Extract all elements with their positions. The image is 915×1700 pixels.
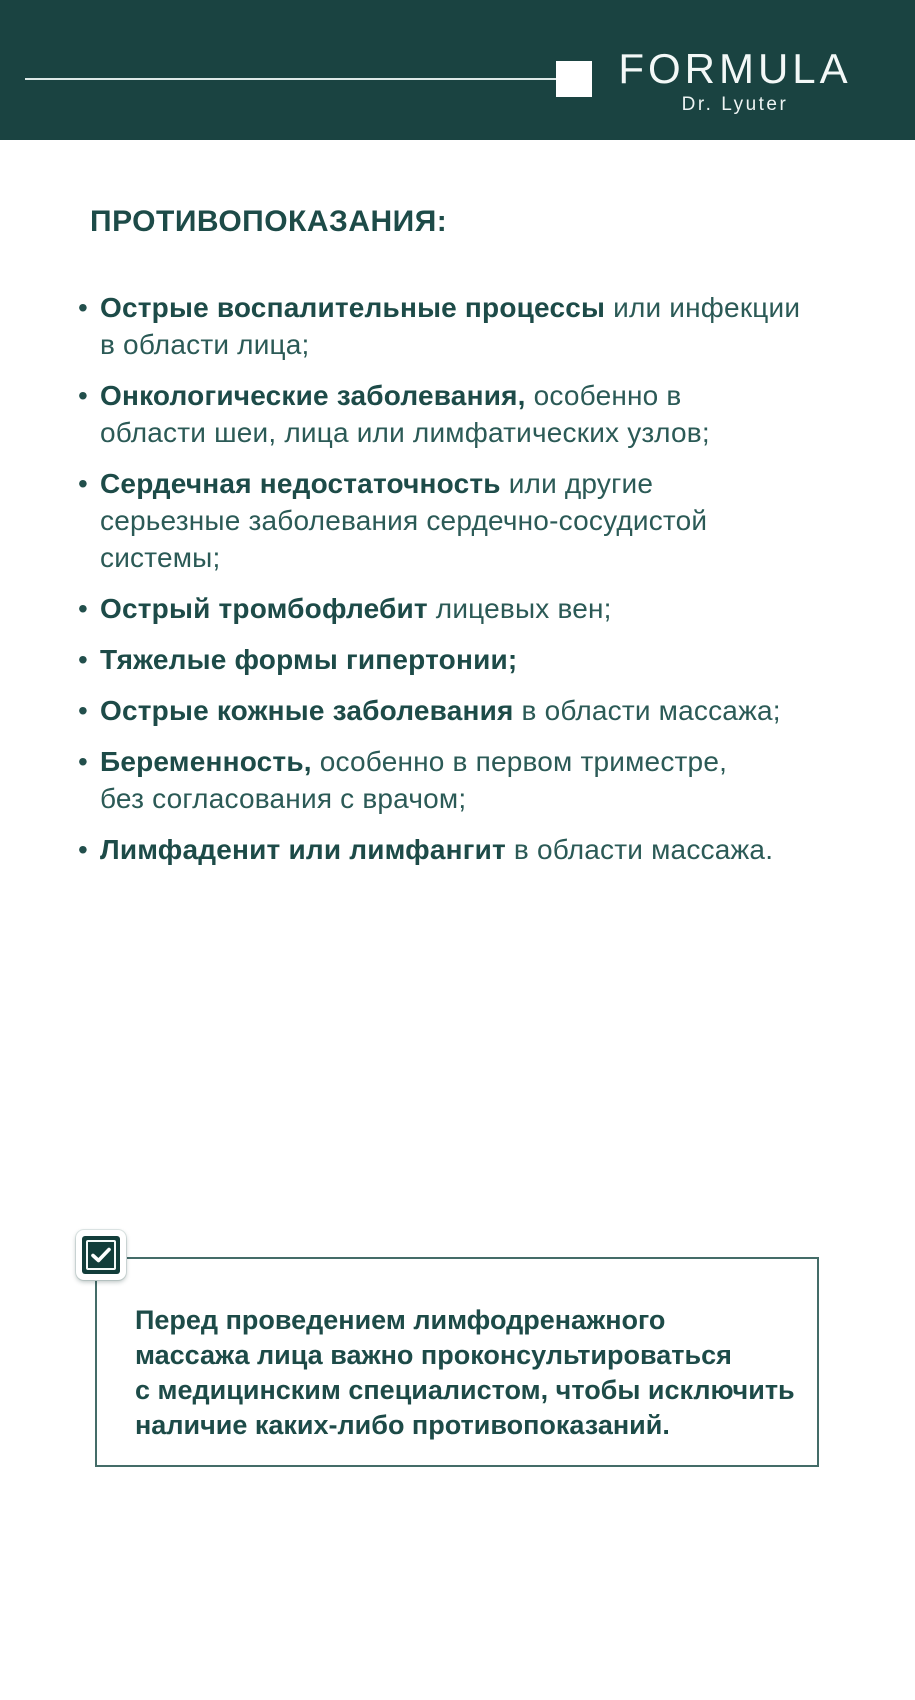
item-line: области шеи, лица или лимфатических узлов; (100, 417, 710, 448)
bullet-icon: • (78, 380, 88, 411)
item-term: Онкологические заболевания, (100, 380, 526, 411)
item-term: Тяжелые формы гипертонии; (100, 644, 518, 675)
list-item (78, 831, 868, 868)
item-rest: или другие (500, 468, 654, 499)
header-rule-line (25, 78, 556, 80)
bullet-icon: • (78, 468, 88, 499)
list-item-text (100, 641, 517, 678)
bullet-icon: • (78, 834, 88, 865)
contraindications-list (78, 289, 868, 882)
brand-logo (608, 46, 862, 116)
item-line: без согласования с врачом; (100, 783, 467, 814)
bullet-icon: • (78, 695, 88, 726)
item-line (100, 590, 612, 627)
note-line: с медицинским специалистом, чтобы исключить (135, 1375, 795, 1405)
item-line (100, 641, 517, 678)
item-rest: лицевых вен; (427, 593, 612, 624)
item-rest: в области массажа. (505, 834, 774, 865)
note-line: наличие каких-либо противопоказаний. (135, 1410, 670, 1440)
list-item-text (100, 377, 710, 451)
note-text (135, 1303, 795, 1443)
item-term: Лимфаденит или лимфангит (100, 834, 506, 865)
checkbox-checked-icon (76, 1230, 126, 1280)
list-item-text (100, 590, 612, 627)
bullet-icon: • (78, 644, 88, 675)
list-item (78, 377, 868, 451)
list-item (78, 289, 868, 363)
list-item (78, 692, 868, 729)
checkbox-fill (82, 1236, 120, 1274)
item-term: Острый тромбофлебит (100, 593, 428, 624)
item-term: Беременность, (100, 746, 312, 777)
item-line: серьезные заболевания сердечно-сосудистой (100, 505, 708, 536)
list-item (78, 465, 868, 576)
consultation-note-box (95, 1257, 819, 1467)
item-line (100, 465, 707, 502)
item-line (100, 377, 710, 414)
item-line (100, 289, 800, 326)
list-item-text (100, 465, 707, 576)
item-line: в области лица; (100, 329, 310, 360)
brand-name: FORMULA (618, 45, 852, 92)
item-rest: особенно в (525, 380, 682, 411)
list-item-text (100, 289, 800, 363)
bullet-icon: • (78, 292, 88, 323)
note-line: массажа лица важно проконсультироваться (135, 1340, 732, 1370)
item-term: Острые кожные заболевания (100, 695, 514, 726)
item-term: Сердечная недостаточность (100, 468, 501, 499)
item-rest: или инфекции (605, 292, 801, 323)
list-item (78, 743, 868, 817)
item-rest: в области массажа; (513, 695, 781, 726)
bullet-icon: • (78, 593, 88, 624)
item-line: системы; (100, 542, 221, 573)
brand-logo-square-icon (556, 61, 592, 97)
note-line: Перед проведением лимфодренажного (135, 1305, 666, 1335)
list-item-text (100, 692, 781, 729)
brand-header (0, 0, 915, 140)
brand-subtitle: Dr. Lyuter (681, 94, 789, 115)
page-title: ПРОТИВОПОКАЗАНИЯ: (90, 205, 448, 238)
list-item-text (100, 831, 773, 868)
item-term: Острые воспалительные процессы (100, 292, 606, 323)
item-line (100, 831, 773, 868)
list-item (78, 641, 868, 678)
checkmark-icon (90, 1246, 112, 1264)
item-rest: особенно в первом триместре, (311, 746, 728, 777)
list-item (78, 590, 868, 627)
item-line (100, 743, 727, 780)
item-line (100, 692, 781, 729)
list-item-text (100, 743, 727, 817)
checkbox-frame (86, 1240, 116, 1270)
bullet-icon: • (78, 746, 88, 777)
